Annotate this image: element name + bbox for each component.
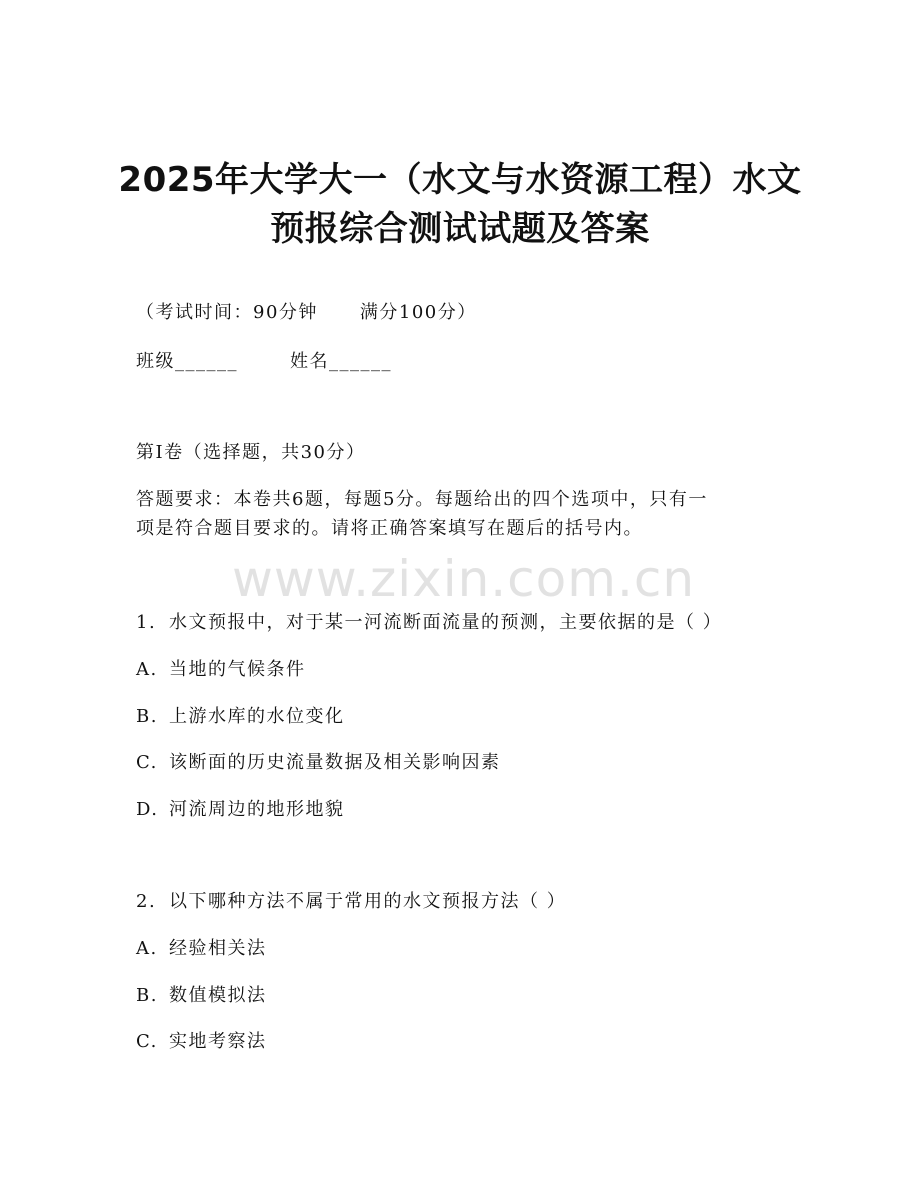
- question-2: [136, 893, 566, 911]
- option-text: 数值模拟法: [169, 985, 267, 1006]
- full-score: 满分100分）: [359, 302, 477, 323]
- exam-time: （考试时间：90分钟: [136, 302, 318, 323]
- option-label: B.: [136, 985, 158, 1006]
- question-number: 2.: [136, 891, 157, 912]
- question-1-option-a: [136, 661, 306, 679]
- option-text: 当地的气候条件: [169, 659, 306, 680]
- option-text: 河流周边的地形地貌: [169, 799, 345, 820]
- option-text: 实地考察法: [169, 1031, 267, 1052]
- student-info: [136, 353, 392, 371]
- option-text: 经验相关法: [169, 938, 267, 959]
- document-title-line-1: 2025年大学大一（水文与水资源工程）水文: [118, 160, 802, 200]
- question-text: 水文预报中，对于某一河流断面流量的预测，主要依据的是（ ）: [169, 612, 723, 633]
- option-label: D.: [136, 799, 159, 820]
- option-label: C.: [136, 1031, 158, 1052]
- question-2-option-a: [136, 940, 267, 958]
- name-field: 姓名______: [290, 351, 392, 372]
- watermark: www.zixin.com.cn: [232, 550, 696, 608]
- option-label: A.: [136, 659, 158, 680]
- option-label: A.: [136, 938, 158, 959]
- question-number: 1.: [136, 612, 157, 633]
- option-text: 上游水库的水位变化: [169, 706, 345, 727]
- exam-info: [136, 304, 477, 322]
- question-2-option-b: [136, 987, 267, 1005]
- question-1-option-b: [136, 708, 345, 726]
- question-text: 以下哪种方法不属于常用的水文预报方法（ ）: [169, 891, 567, 912]
- question-1-option-d: [136, 801, 345, 819]
- class-field: 班级______: [136, 351, 238, 372]
- question-1-option-c: [136, 754, 501, 772]
- question-1: [136, 614, 722, 632]
- document-title-line-2: 预报综合测试试题及答案: [270, 209, 650, 249]
- option-label: C.: [136, 752, 158, 773]
- option-label: B.: [136, 706, 158, 727]
- option-text: 该断面的历史流量数据及相关影响因素: [169, 752, 501, 773]
- instructions-line-2: 项是符合题目要求的。请将正确答案填写在题后的括号内。: [136, 518, 643, 539]
- question-2-option-c: [136, 1033, 267, 1051]
- instructions-line-1: 答题要求：本卷共6题，每题5分。每题给出的四个选项中，只有一: [136, 489, 708, 510]
- part-heading: 第I卷（选择题，共30分）: [136, 442, 366, 463]
